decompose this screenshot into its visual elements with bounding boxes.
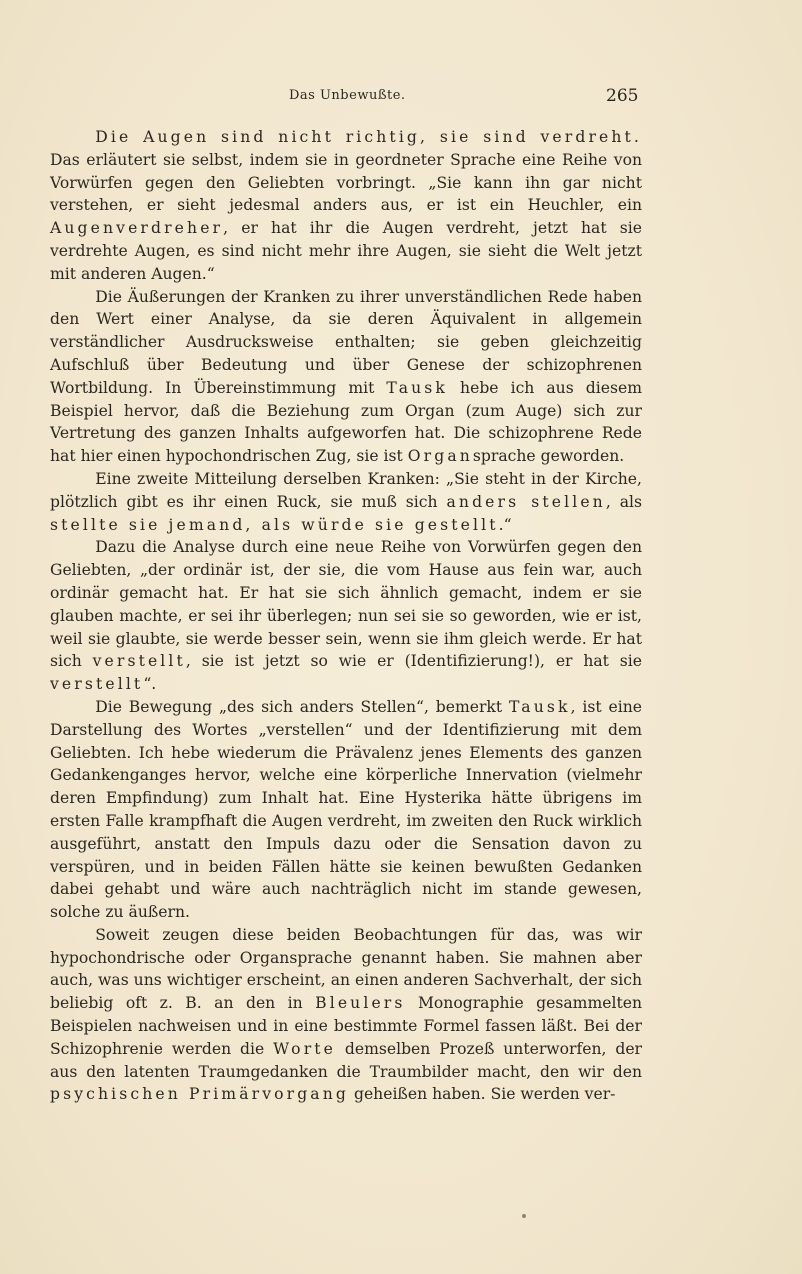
spaced-emphasis: anders stellen	[446, 492, 606, 511]
running-head: Das Unbewußte.	[289, 88, 406, 103]
paragraph	[50, 126, 642, 286]
text-run: demselben Prozeß unterworfen, der aus den latenten Traumgedanken die Traumbilder macht, den wir den	[50, 1039, 642, 1081]
spaced-emphasis: Bleulers	[315, 994, 406, 1013]
spaced-emphasis: verstellt	[92, 652, 186, 671]
text-run: Dazu die Analyse durch eine neue Reihe von Vorwürfen gegen den Geliebten, „der ordinär ist, der sie, die vom Hause aus fein war, auch ordinär gemacht hat. Er hat sie sich ähnlich gemacht, indem er sie glauben machte, er sei ihr überlegen; nun sei sie so geworden, wie er ist, weil sie glaubte, sie werde besser sein, wenn sie ihm gleich werde. Er hat sich	[50, 538, 642, 671]
text-run: Die Bewegung „des sich anders Stellen“, bemerkt	[95, 697, 509, 716]
paper-speck	[522, 1214, 526, 1218]
spaced-emphasis: Augenverdreher	[50, 219, 224, 238]
paragraph	[50, 468, 642, 536]
text-run: .“	[498, 515, 512, 534]
text-run: Soweit zeugen diese beiden Beobachtungen für das, was wir hypochondrische oder Organsprache genannt haben. Sie mahnen aber auch, was uns wichtiger erscheint, an einen anderen Sachverhalt, der sich beliebig oft z. B. an den in	[50, 925, 642, 1013]
text-run: geheißen haben. Sie werden ver-	[349, 1085, 616, 1104]
paragraph	[50, 286, 642, 468]
spaced-emphasis: Die Augen sind nicht richtig, sie sind verdreht.	[95, 128, 642, 146]
spaced-emphasis: verstellt	[50, 675, 144, 694]
spaced-emphasis: Worte	[273, 1039, 336, 1058]
text-run: , ist eine Darstellung des Wortes „verstellen“ und der Identifizierung mit dem Geliebten. Ich hebe wiederum die Prävalenz jenes Elements des ganzen Gedankenganges hervor, welche eine körperliche Innervation (vielmehr deren Empfindung) zum Inhalt hat. Eine Hysterika hätte übrigens im ersten Falle krampfhaft die Augen verdreht, im zweiten den Ruck wirklich ausgeführt, anstatt den Impuls dazu oder die Sensation davon zu verspüren, und in beiden Fällen hätte sie keinen bewußten Gedanken dabei gehabt und wäre auch nachträglich nicht im stande gewesen, solche zu äußern.	[50, 697, 642, 922]
paragraph	[50, 924, 642, 1106]
text-run: Eine zweite Mitteilung derselben Kranken: „Sie steht in der Kirche, plötzlich gibt es ihr einen Ruck, sie muß sich	[50, 469, 642, 511]
text-run: sprache geworden.	[472, 447, 625, 466]
text-run: , er hat ihr die Augen verdreht, jetzt hat sie verdrehte Augen, es sind nicht mehr ihre Augen, sie sieht die Welt jetzt mit anderen Augen.“	[50, 219, 642, 283]
text-run: Das erläutert sie selbst, indem sie in geordneter Sprache eine Reihe von Vorwürfen gegen den Geliebten vorbringt. „Sie kann ihn gar nicht verstehen, er sieht jedesmal anders aus, er ist ein Heuchler, ein	[50, 150, 642, 215]
text-run: , als	[605, 492, 643, 511]
text-run: hebe ich aus diesem Beispiel hervor, daß die Beziehung zum Organ (zum Auge) sich zur Vertretung des ganzen Inhalts aufgeworfen hat. Die schizophrene Rede hat hier einen hypochondrischen Zug, sie ist	[50, 378, 642, 466]
spaced-emphasis: Organ	[407, 447, 473, 466]
page-number: 265	[606, 86, 639, 106]
body-text	[50, 126, 642, 1106]
text-run: , sie ist jetzt so wie er (Identifizierung!), er hat sie	[185, 652, 642, 671]
paragraph	[50, 536, 642, 696]
spaced-emphasis: Tausk	[509, 697, 571, 716]
spaced-emphasis: stellte sie jemand, als würde sie gestellt	[50, 515, 499, 534]
spaced-emphasis: psychischen Primärvorgang	[50, 1085, 349, 1104]
spaced-emphasis: Tausk	[386, 378, 449, 397]
text-run: “.	[143, 675, 157, 694]
text-run: Monographie gesammelten Beispielen nachweisen und in eine bestimmte Formel fassen läßt. Bei der Schizophrenie werden die	[50, 994, 642, 1058]
text-run: Die Äußerungen der Kranken zu ihrer unverständlichen Rede haben den Wert einer Analyse, da sie deren Äquivalent in allgemein verständlicher Ausdrucksweise enthalten; sie geben gleichzeitig Aufschluß über Bedeutung und über Genese der schizophrenen Wortbildung. In Übereinstimmung mit	[50, 287, 642, 397]
paragraph	[50, 696, 642, 924]
